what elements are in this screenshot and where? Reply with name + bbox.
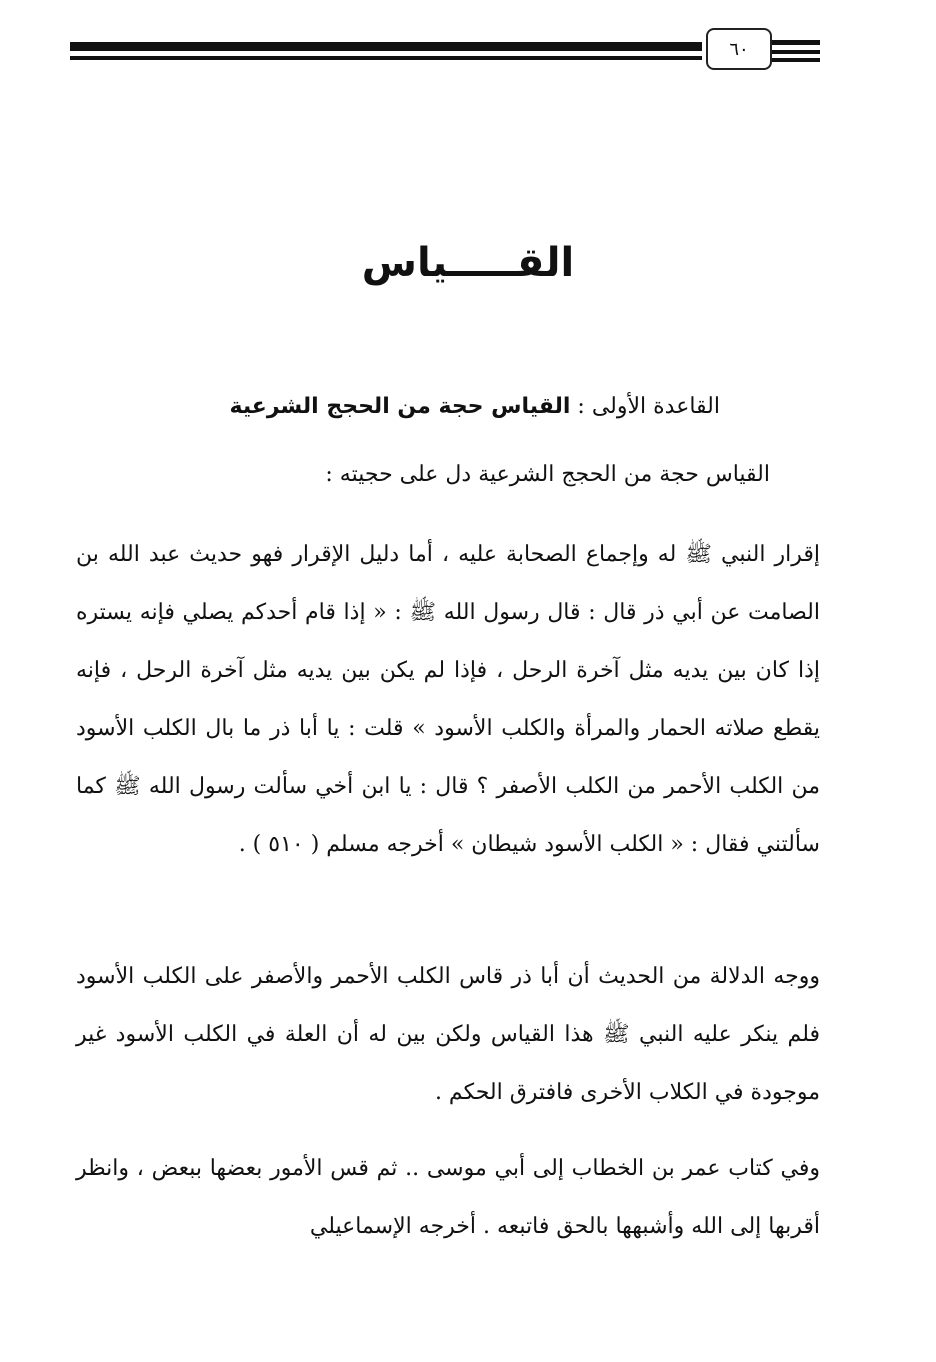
paragraph-2: ووجه الدلالة من الحديث أن أبا ذر قاس الكلب الأحمر والأصفر على الكلب الأسود فلم ينكر عليه النبي ﷺ هذا القياس ولكن بين له أن العلة في الكلب الأسود غير موجودة في الكلاب الأخرى فافترق الحكم .	[76, 964, 820, 1105]
paragraph-3: وفي كتاب عمر بن الخطاب إلى أبي موسى .. ثم قس الأمور بعضها ببعض ، وانظر أقربها إلى الله وأشبهها بالحق فاتبعه . أخرجه الإسماعيلي	[76, 1156, 820, 1239]
intro-line: القياس حجة من الحجج الشرعية دل على حجيته :	[325, 462, 770, 487]
rule-heading-text: القياس حجة من الحجج الشرعية	[229, 394, 571, 419]
header-rule-short-2	[772, 50, 820, 54]
rule-heading	[150, 394, 720, 419]
header-rule-thick	[70, 42, 702, 51]
page-header	[70, 22, 820, 72]
page-number-box	[706, 28, 772, 70]
header-rule-short-1	[772, 40, 820, 45]
chapter-title: القـــــياس	[361, 240, 575, 286]
header-rule-short-3	[772, 58, 820, 62]
header-rule-thin	[70, 56, 702, 60]
page-number: ٦٠	[729, 38, 749, 60]
rule-heading-label: القاعدة الأولى :	[577, 394, 720, 419]
paragraph-1: إقرار النبي ﷺ له وإجماع الصحابة عليه ، أما دليل الإقرار فهو حديث عبد الله بن الصامت عن أبي ذر قال : قال رسول الله ﷺ : « إذا قام أحدكم يصلي فإنه يستره إذا كان بين يديه مثل آخرة الرحل ، فإذا لم يكن بين يديه مثل آخرة الرحل ، فإنه يقطع صلاته الحمار والمرأة والكلب الأسود » قلت : يا أبا ذر ما بال الكلب الأسود من الكلب الأحمر من الكلب الأصفر ؟ قال : يا ابن أخي سألت رسول الله ﷺ كما سألتني فقال : « الكلب الأسود شيطان » أخرجه مسلم ( ٥١٠ ) .	[76, 542, 820, 857]
